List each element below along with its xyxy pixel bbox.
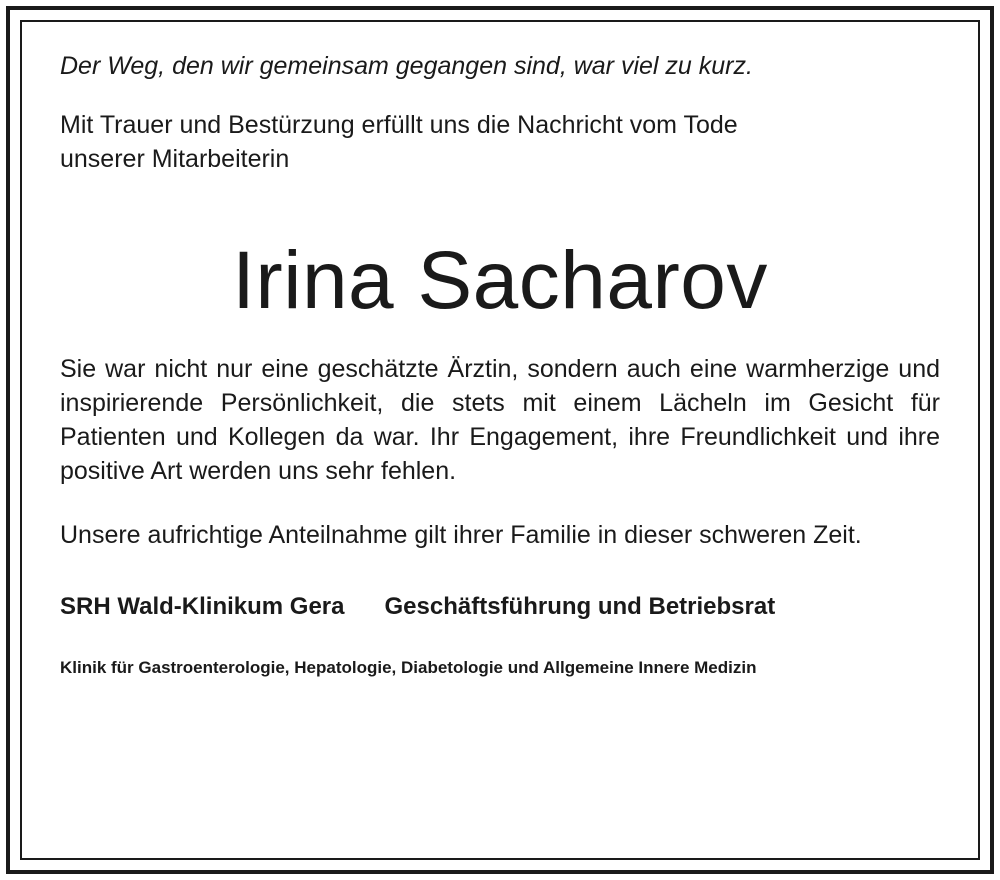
condolence-text: Unsere aufrichtige Anteilnahme gilt ihrer Familie in dieser schweren Zeit.	[60, 521, 862, 549]
department-name: Klinik für Gastroenterologie, Hepatologie, Diabetologie und Allgemeine Innere Medizin	[60, 658, 757, 677]
signature-organization: SRH Wald-Klinikum Gera	[60, 593, 345, 620]
tribute-text: Sie war nicht nur eine geschätzte Ärztin, sondern auch eine warmherzige und inspirierende Persönlichkeit, die stets mit einem Lächeln im Gesicht für Patienten und Kollegen da war. Ihr Engagement, ihre Freundlichkeit und ihre positive Art werden uns sehr fehlen.	[60, 355, 940, 485]
intro-line-2: unserer Mitarbeiterin	[60, 145, 290, 173]
obituary-notice	[60, 48, 940, 680]
deceased-name: Irina Sacharov	[232, 235, 768, 326]
signature-management: Geschäftsführung und Betriebsrat	[384, 593, 776, 620]
signatures	[60, 590, 940, 624]
intro-line-1: Mit Trauer und Bestürzung erfüllt uns die Nachricht vom Tode	[60, 111, 738, 139]
motto-quote: Der Weg, den wir gemeinsam gegangen sind, war viel zu kurz.	[60, 52, 753, 80]
intro-text	[60, 108, 940, 176]
